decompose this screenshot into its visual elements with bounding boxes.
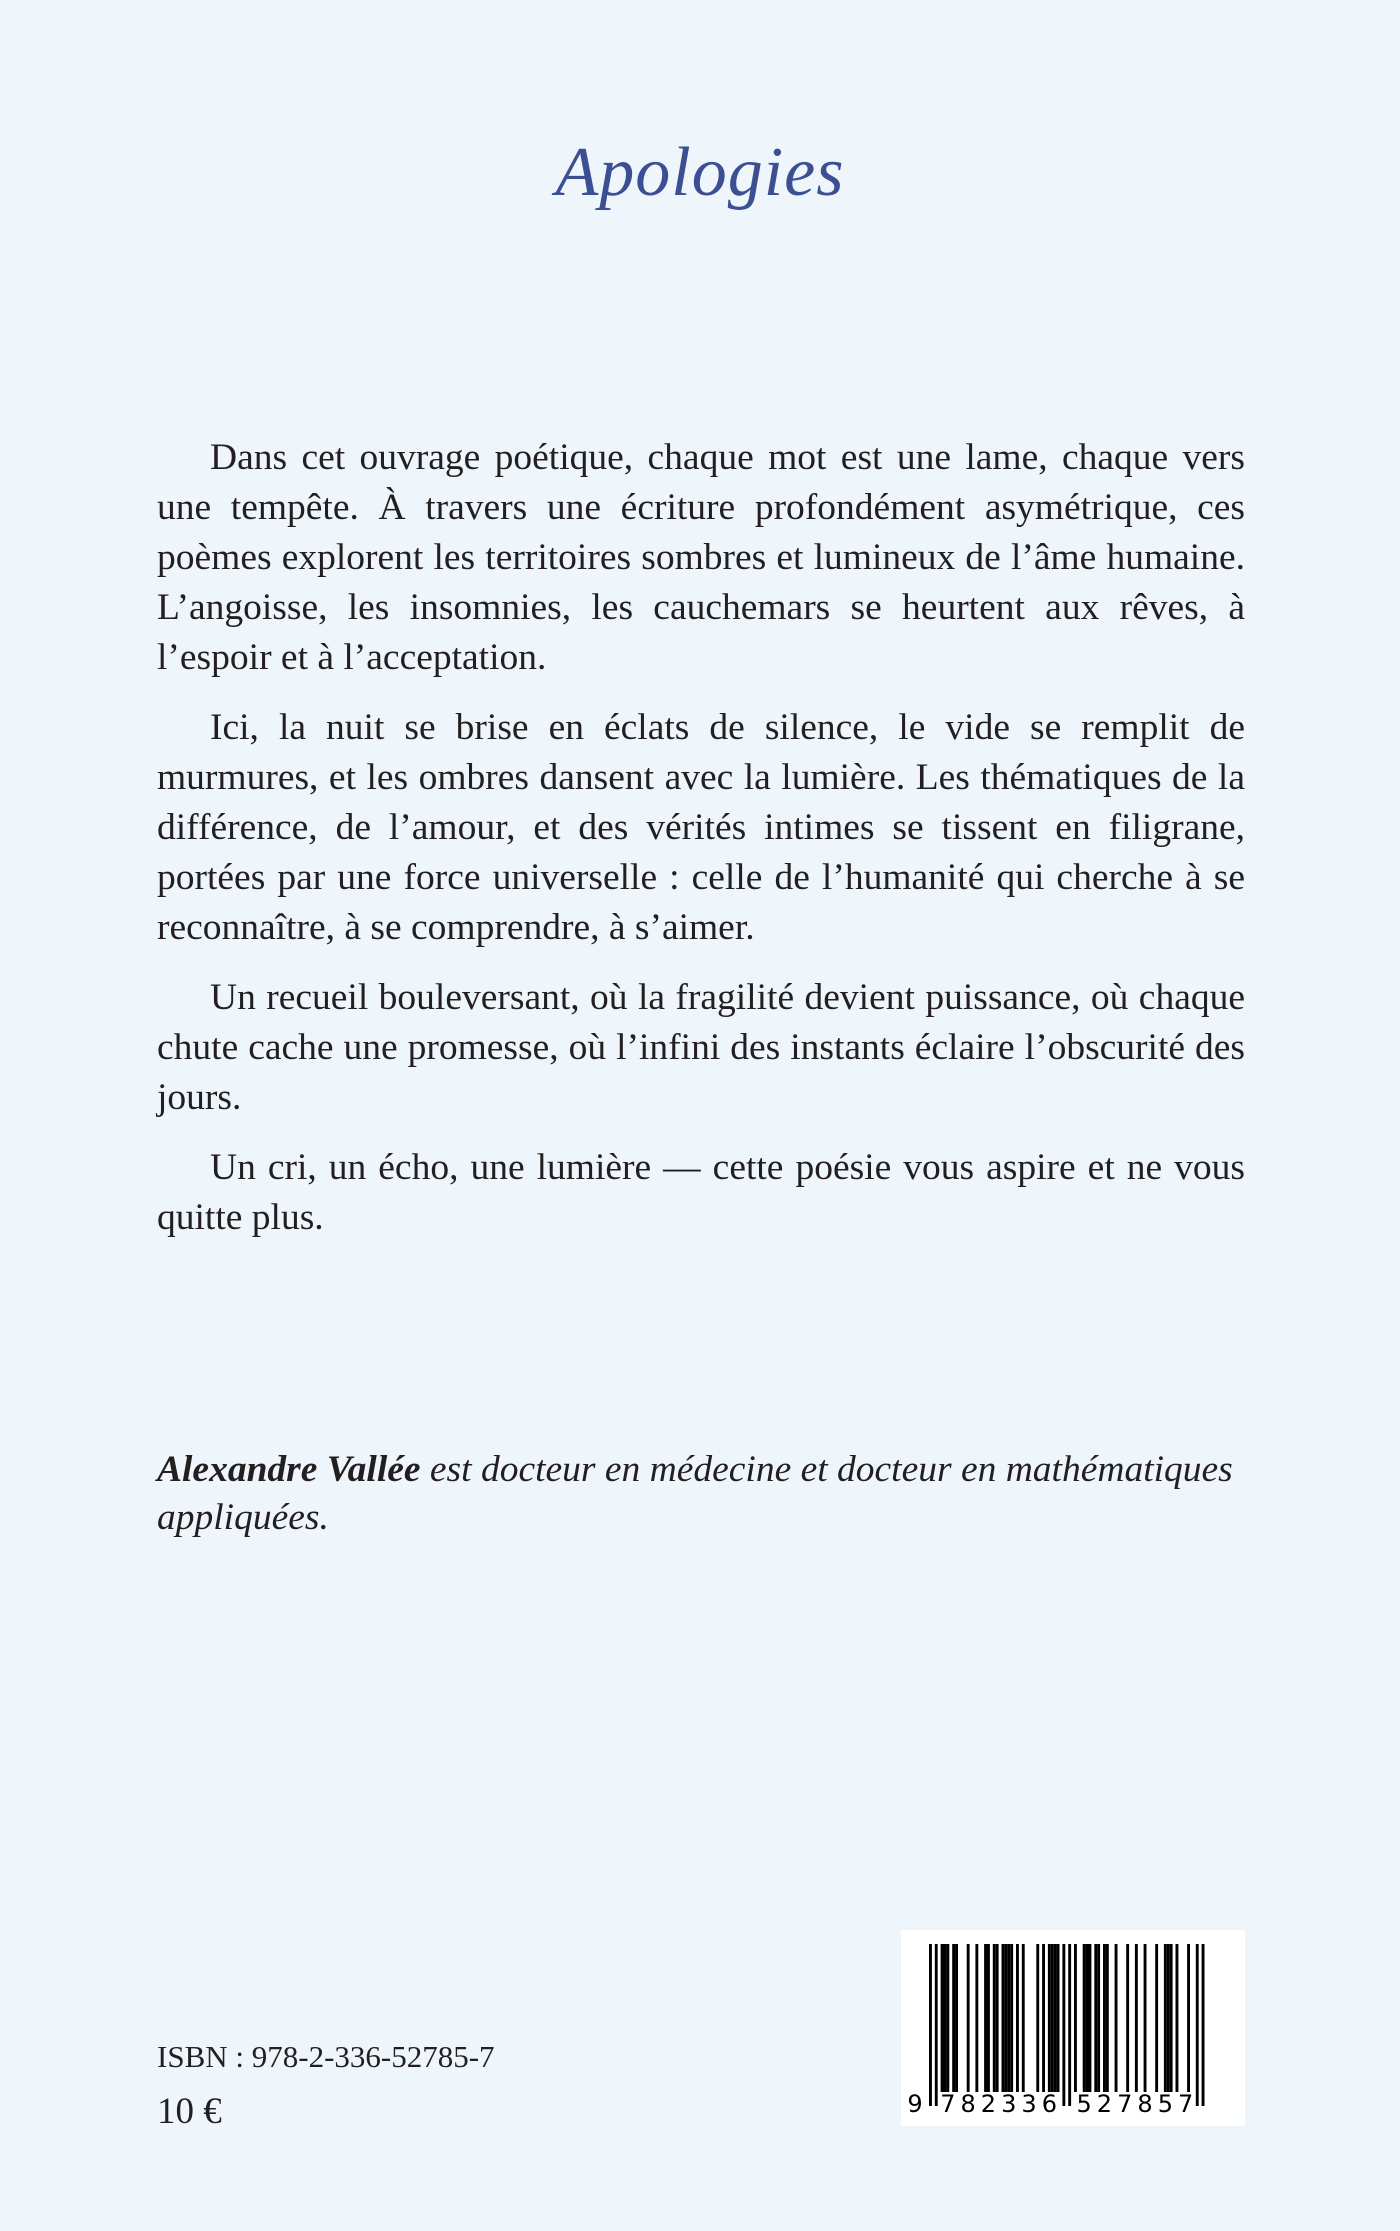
barcode — [901, 1930, 1245, 2126]
blurb-paragraph: Un recueil bouleversant, où la fragilité devient puissance, où chaque chute cache une promesse, où l’infini des instants éclaire l’obscurité des jours. — [157, 977, 1245, 1118]
barcode-bar — [1022, 1944, 1025, 2092]
barcode-digit: 7 — [1178, 2090, 1194, 2118]
barcode-bar — [1042, 1944, 1045, 2092]
barcode-bar — [1187, 1944, 1190, 2092]
barcode-bar — [1089, 1944, 1092, 2092]
barcode-bar — [946, 1944, 949, 2092]
book-title: Apologies — [555, 134, 845, 211]
author-bio: est docteur en médecine et docteur en mathématiques appliquées. — [157, 1449, 1233, 1538]
barcode-graphic — [901, 1930, 1245, 2126]
barcode-bar — [1170, 1944, 1173, 2092]
barcode-bar — [1196, 1944, 1199, 2106]
barcode-bar — [944, 1944, 947, 2092]
barcode-bar — [1202, 1944, 1205, 2106]
barcode-digit: 7 — [940, 2090, 956, 2118]
barcode-bar — [941, 1944, 944, 2092]
barcode-bar — [1135, 1944, 1138, 2092]
barcode-bar — [1103, 1944, 1106, 2092]
barcode-digit: 8 — [960, 2090, 976, 2118]
barcode-bar — [929, 1944, 932, 2106]
isbn: ISBN : 978-2-336-52785-7 — [157, 2039, 495, 2074]
barcode-digit: 3 — [1021, 2090, 1037, 2118]
barcode-bar — [1048, 1944, 1051, 2092]
author-name: Alexandre Vallée — [157, 1449, 421, 1490]
author-note — [157, 1446, 1247, 1542]
barcode-digit: 3 — [1001, 2090, 1017, 2118]
barcode-bar — [1074, 1944, 1077, 2092]
barcode-bar — [935, 1944, 938, 2106]
barcode-bar — [1007, 1944, 1010, 2092]
barcode-bar — [1086, 1944, 1089, 2092]
barcode-bar — [1094, 1944, 1097, 2092]
barcode-bar — [955, 1944, 958, 2092]
barcode-bar — [1062, 1944, 1065, 2106]
barcode-bar — [1054, 1944, 1057, 2092]
barcode-bar — [1164, 1944, 1167, 2092]
barcode-bar — [1068, 1944, 1071, 2106]
blurb-paragraph: Dans cet ouvrage poétique, chaque mot est une lame, chaque vers une tempête. À travers une écriture profondément asymétrique, ces poèmes explorent les territoires sombres et lumineux de l’âme humaine. L’angoisse, les insomnies, les cauchemars se heurtent aux rêves, à l’espoir et à l’acceptation. — [157, 437, 1245, 678]
barcode-bar — [1144, 1944, 1147, 2092]
barcode-bar — [967, 1944, 970, 2092]
blurb-paragraph: Ici, la nuit se brise en éclats de silence, le vide se remplit de murmures, et les ombres dansent avec la lumière. Les thématiques de la différence, de l’amour, et des vérités intimes se tissent en filigrane, portées par une force universelle : celle de l’humanité qui cherche à se reconnaître, à se comprendre, à s’aimer. — [157, 707, 1245, 948]
barcode-digit: 7 — [1117, 2090, 1133, 2118]
barcode-digits — [907, 2090, 1193, 2118]
barcode-bar — [984, 1944, 987, 2092]
barcode-bar — [1036, 1944, 1039, 2092]
barcode-bar — [996, 1944, 999, 2092]
barcode-bar — [1083, 1944, 1086, 2092]
barcode-bar — [1155, 1944, 1158, 2092]
barcode-bar — [1097, 1944, 1100, 2092]
barcode-bar — [1126, 1944, 1129, 2092]
barcode-bar — [975, 1944, 978, 2092]
barcode-digit: 8 — [1137, 2090, 1153, 2118]
barcode-bar — [1051, 1944, 1054, 2092]
barcode-digit: 5 — [1076, 2090, 1092, 2118]
blurb — [157, 433, 1245, 1243]
barcode-bar — [987, 1944, 990, 2092]
barcode-bar — [1010, 1944, 1013, 2092]
barcode-bar — [1115, 1944, 1118, 2092]
barcode-bar — [1016, 1944, 1019, 2092]
barcode-bar — [1176, 1944, 1179, 2092]
barcode-bar — [1004, 1944, 1007, 2092]
barcode-bar — [952, 1944, 955, 2092]
barcode-bar — [1167, 1944, 1170, 2092]
barcode-digit: 2 — [1096, 2090, 1113, 2118]
barcode-bar — [1057, 1944, 1060, 2092]
barcode-digit: 5 — [1157, 2090, 1173, 2118]
barcode-digit: 9 — [907, 2090, 923, 2118]
barcode-digit: 2 — [980, 2090, 997, 2118]
price: 10 € — [157, 2091, 222, 2132]
blurb-paragraph: Un cri, un écho, une lumière — cette poésie vous aspire et ne vous quitte plus. — [157, 1147, 1245, 1238]
barcode-bar — [993, 1944, 996, 2092]
barcode-bar — [1002, 1944, 1005, 2092]
barcode-bars — [929, 1944, 1205, 2106]
barcode-digit: 6 — [1041, 2090, 1057, 2118]
barcode-bar — [1106, 1944, 1109, 2092]
